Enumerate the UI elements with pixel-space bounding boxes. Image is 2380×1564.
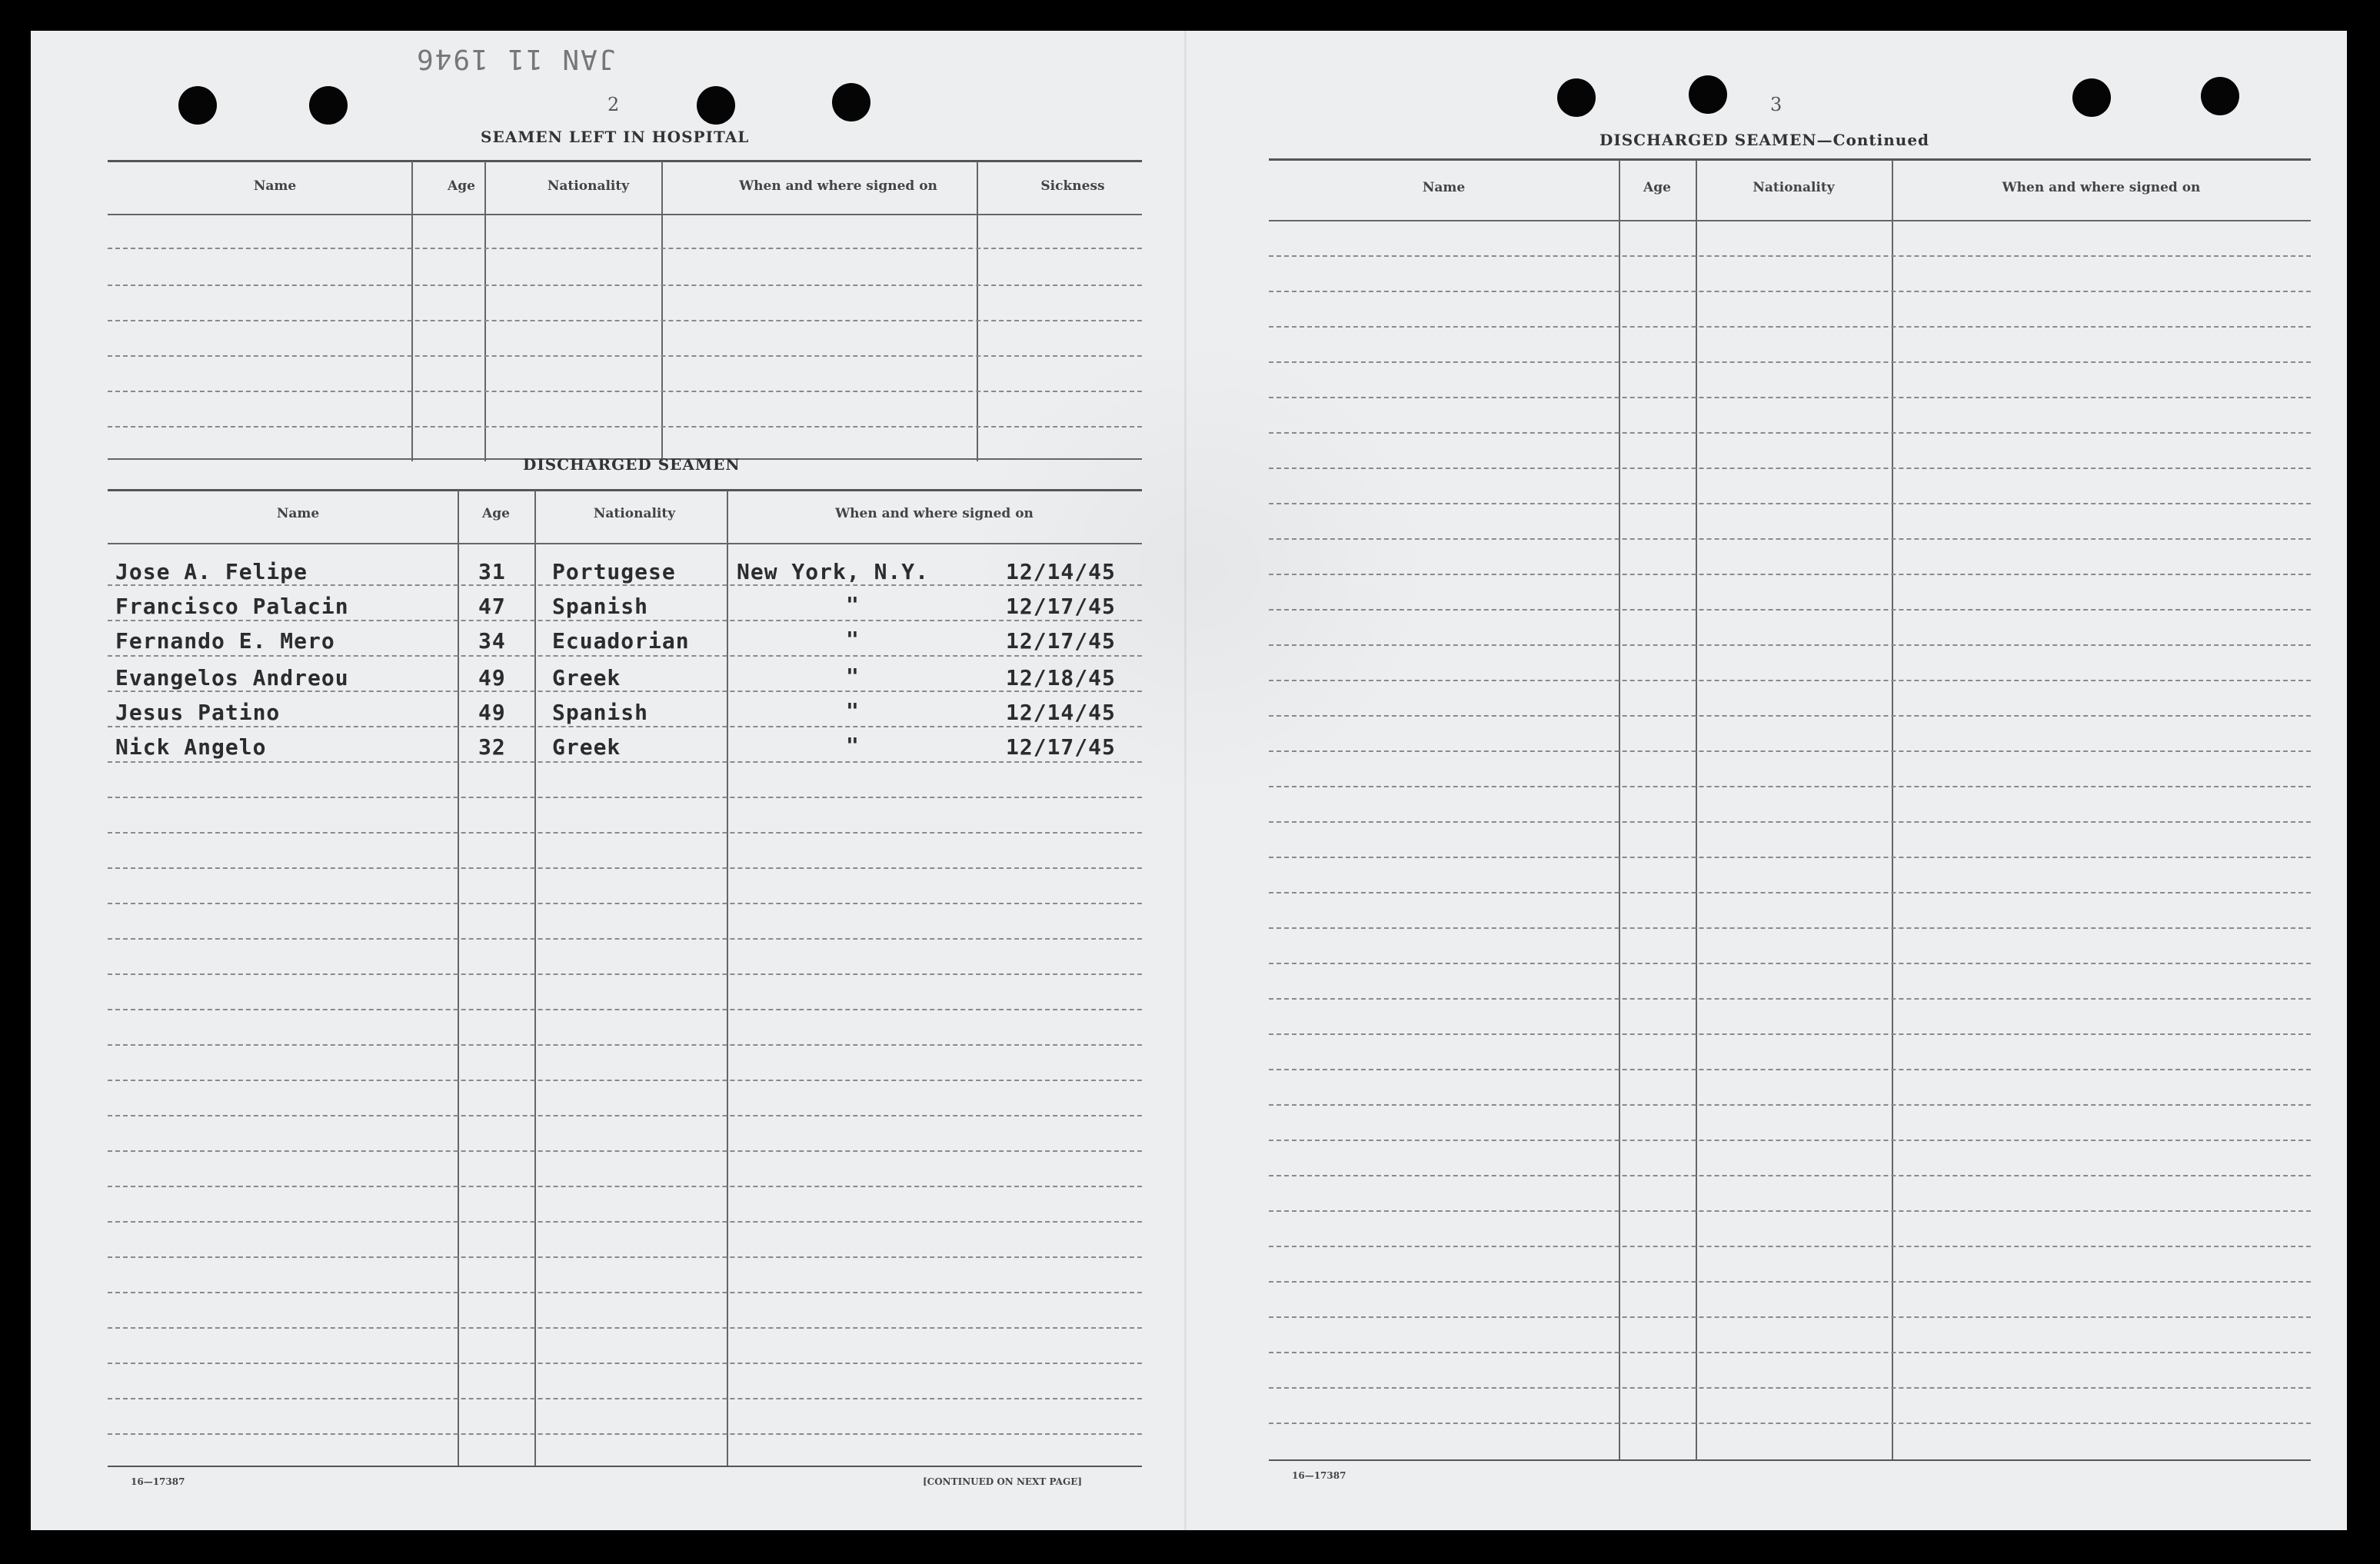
table-rule	[1269, 291, 2311, 292]
table-rule	[1269, 1459, 2311, 1461]
column-divider	[534, 491, 536, 1467]
table-rule	[108, 1009, 1142, 1010]
signed-on-place: New York, N.Y.	[737, 559, 930, 584]
table-rule	[108, 797, 1142, 798]
col-header-age: Age	[482, 506, 510, 521]
table-rule	[108, 1433, 1142, 1435]
col-header-signed-on: When and where signed on	[835, 506, 1034, 521]
signed-on-date: 12/14/45	[1006, 559, 1116, 584]
table-rule	[1269, 468, 2311, 469]
table-rule	[108, 761, 1142, 763]
punch-hole	[2201, 77, 2239, 115]
table-rule	[108, 867, 1142, 869]
table-rule	[1269, 326, 2311, 328]
table-rule	[108, 1327, 1142, 1329]
page-number: 3	[1770, 94, 1783, 115]
col-header-name: Name	[276, 506, 320, 521]
table-rule	[108, 543, 1142, 544]
form-number: 16—17387	[131, 1476, 185, 1487]
table-rule	[1269, 680, 2311, 681]
table-rule	[1269, 963, 2311, 964]
table-rule	[108, 320, 1142, 321]
signed-on-date: 12/14/45	[1006, 700, 1116, 725]
column-divider	[458, 491, 459, 1467]
table-rule	[1269, 892, 2311, 893]
seaman-name: Jesus Patino	[115, 700, 281, 725]
signed-on-place: "	[846, 698, 860, 724]
seaman-age: 49	[478, 700, 506, 725]
table-rule	[1269, 220, 2311, 221]
signed-on-date: 12/17/45	[1006, 594, 1116, 619]
seaman-name: Francisco Palacin	[115, 594, 349, 619]
col-header-age: Age	[448, 178, 475, 194]
table-rule	[108, 426, 1142, 428]
seaman-name: Nick Angelo	[115, 734, 267, 760]
table-rule	[1269, 786, 2311, 787]
seaman-nationality: Greek	[552, 665, 621, 690]
table-rule	[108, 973, 1142, 975]
seaman-nationality: Spanish	[552, 594, 649, 619]
center-fold	[1184, 31, 1187, 1530]
table-rule	[108, 1466, 1142, 1467]
table-rule	[108, 391, 1142, 392]
discharged-section-title: DISCHARGED SEAMEN	[523, 455, 741, 474]
table-rule	[1269, 1104, 2311, 1106]
table-rule	[108, 1398, 1142, 1399]
table-rule	[108, 620, 1142, 621]
table-rule	[1269, 432, 2311, 434]
table-rule	[1269, 927, 2311, 929]
table-rule	[1269, 644, 2311, 646]
table-rule	[108, 832, 1142, 834]
col-header-name: Name	[253, 178, 297, 194]
punch-hole	[832, 83, 870, 121]
table-rule	[1269, 1175, 2311, 1176]
punch-hole	[178, 86, 217, 125]
table-rule	[1269, 857, 2311, 858]
table-rule	[1269, 1387, 2311, 1389]
table-rule	[108, 1221, 1142, 1223]
table-rule	[1269, 821, 2311, 823]
date-stamp: JAN 11 1946	[415, 43, 616, 75]
col-header-nationality: Nationality	[547, 178, 630, 194]
table-rule	[1269, 1423, 2311, 1424]
column-divider	[661, 161, 663, 461]
signed-on-date: 12/18/45	[1006, 665, 1116, 690]
col-header-name: Name	[1422, 180, 1466, 195]
table-rule	[1269, 538, 2311, 540]
table-rule	[1269, 158, 2311, 161]
table-rule	[108, 903, 1142, 904]
table-rule	[108, 726, 1142, 727]
seaman-nationality: Portugese	[552, 559, 676, 584]
signed-on-date: 12/17/45	[1006, 734, 1116, 760]
table-rule	[1269, 715, 2311, 717]
col-header-signed-on: When and where signed on	[2002, 180, 2201, 195]
seaman-age: 32	[478, 734, 506, 760]
table-rule	[1269, 574, 2311, 575]
seaman-name: Evangelos Andreou	[115, 665, 349, 690]
table-rule	[1269, 1352, 2311, 1353]
column-divider	[411, 161, 413, 461]
table-rule	[108, 160, 1142, 162]
column-divider	[977, 161, 978, 461]
table-rule	[108, 1080, 1142, 1081]
col-header-nationality: Nationality	[593, 506, 676, 521]
document-sheet	[31, 31, 2347, 1530]
punch-hole	[697, 86, 735, 125]
col-header-signed-on: When and where signed on	[739, 178, 937, 194]
column-divider	[484, 161, 486, 461]
table-rule	[1269, 1316, 2311, 1318]
signed-on-date: 12/17/45	[1006, 628, 1116, 654]
signed-on-place: "	[846, 592, 860, 617]
table-rule	[1269, 609, 2311, 611]
table-rule	[108, 1044, 1142, 1046]
col-header-sickness: Sickness	[1040, 178, 1105, 194]
table-rule	[1269, 750, 2311, 752]
column-divider	[1696, 160, 1697, 1459]
hospital-section-title: SEAMEN LEFT IN HOSPITAL	[481, 128, 750, 146]
continued-note: [CONTINUED ON NEXT PAGE]	[923, 1476, 1083, 1487]
signed-on-place: "	[846, 627, 860, 652]
seaman-nationality: Greek	[552, 734, 621, 760]
seaman-age: 49	[478, 665, 506, 690]
table-rule	[108, 355, 1142, 357]
seaman-age: 34	[478, 628, 506, 654]
page-number: 2	[607, 94, 620, 115]
seaman-nationality: Spanish	[552, 700, 649, 725]
punch-hole	[2072, 78, 2111, 117]
table-rule	[108, 1256, 1142, 1258]
table-rule	[108, 1186, 1142, 1187]
table-rule	[1269, 1281, 2311, 1283]
col-header-age: Age	[1643, 180, 1671, 195]
table-rule	[108, 655, 1142, 657]
table-rule	[108, 1115, 1142, 1116]
punch-hole	[1557, 78, 1596, 117]
table-rule	[1269, 361, 2311, 363]
column-divider	[1619, 160, 1620, 1459]
table-rule	[1269, 503, 2311, 504]
table-rule	[108, 214, 1142, 215]
punch-hole	[1689, 75, 1727, 114]
seaman-age: 47	[478, 594, 506, 619]
discharged-continued-title: DISCHARGED SEAMEN—Continued	[1599, 131, 1930, 149]
table-rule	[108, 690, 1142, 692]
table-rule	[108, 248, 1142, 249]
table-rule	[1269, 1140, 2311, 1141]
table-rule	[1269, 1210, 2311, 1212]
table-rule	[108, 1292, 1142, 1293]
table-rule	[1269, 255, 2311, 257]
column-divider	[727, 491, 728, 1467]
table-rule	[108, 285, 1142, 286]
form-number: 16—17387	[1292, 1470, 1346, 1481]
table-rule	[1269, 1069, 2311, 1070]
seaman-name: Fernando E. Mero	[115, 628, 335, 654]
seaman-age: 31	[478, 559, 506, 584]
punch-hole	[309, 86, 348, 125]
table-rule	[1269, 1246, 2311, 1247]
signed-on-place: "	[846, 664, 860, 689]
table-rule	[108, 1150, 1142, 1152]
table-rule	[1269, 998, 2311, 1000]
col-header-nationality: Nationality	[1753, 180, 1835, 195]
table-rule	[108, 938, 1142, 940]
table-rule	[108, 1363, 1142, 1364]
column-divider	[1892, 160, 1893, 1459]
table-rule	[108, 584, 1142, 586]
signed-on-place: "	[846, 733, 860, 758]
table-rule	[1269, 1033, 2311, 1035]
seaman-nationality: Ecuadorian	[552, 628, 690, 654]
table-rule	[108, 489, 1142, 491]
table-rule	[1269, 397, 2311, 398]
seaman-name: Jose A. Felipe	[115, 559, 308, 584]
